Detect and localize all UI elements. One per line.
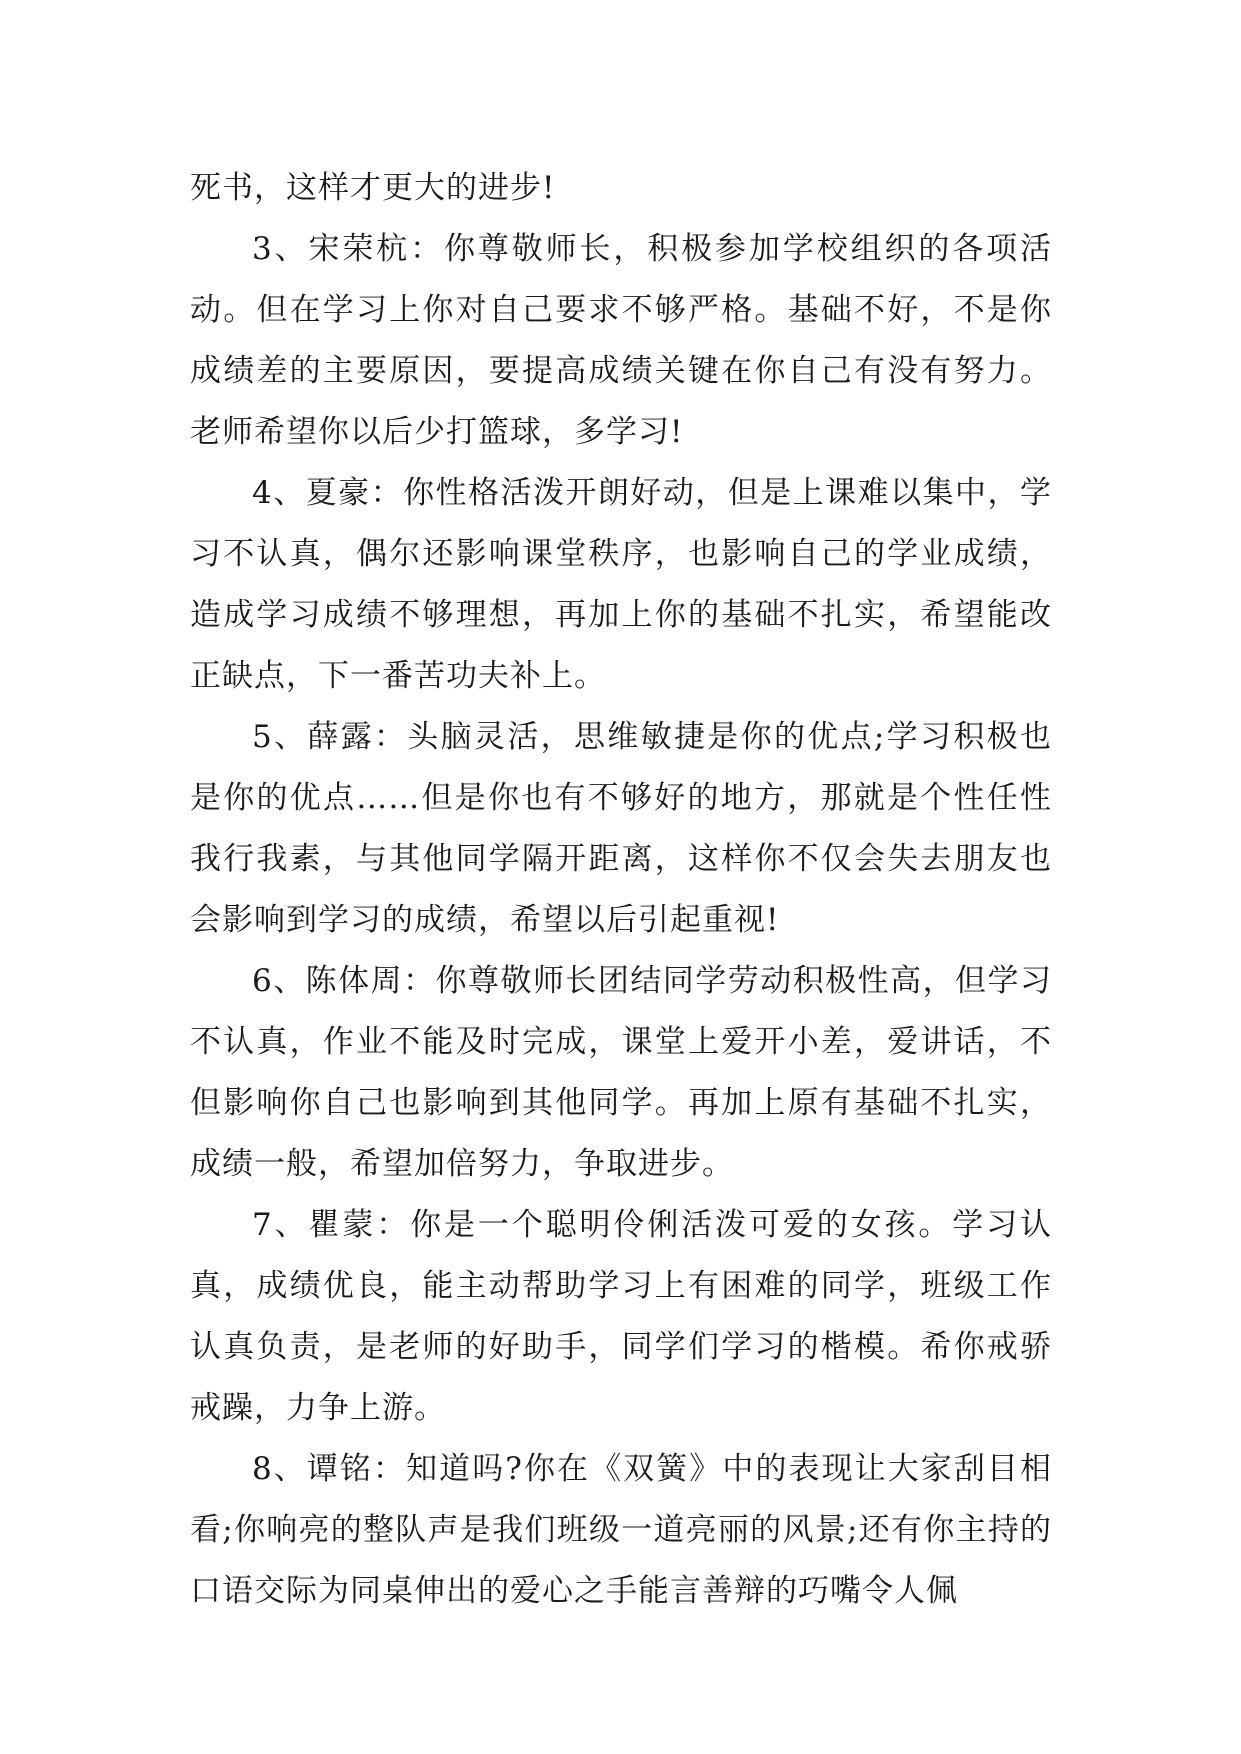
paragraph-comment-3: 3、宋荣杭：你尊敬师长，积极参加学校组织的各项活动。但在学习上你对自己要求不够严格。基础不好，不是你成绩差的主要原因，要提高成绩关键在你自己有没有努力。老师希望你以后少打篮球，多学习! xyxy=(190,231,1052,450)
paragraph-comment-6: 6、陈体周：你尊敬师长团结同学劳动积极性高，但学习不认真，作业不能及时完成，课堂上爱开小差，爱讲话，不但影响你自己也影响到其他同学。再加上原有基础不扎实，成绩一般，希望加倍努力，争取进步。 xyxy=(190,963,1052,1182)
paragraph-comment-5: 5、薛露：头脑灵活，思维敏捷是你的优点;学习积极也是你的优点……但是你也有不够好的地方，那就是个性任性我行我素，与其他同学隔开距离，这样你不仅会失去朋友也会影响到学习的成绩，希望以后引起重视! xyxy=(190,719,1052,938)
document-body xyxy=(190,158,1052,1622)
paragraph-comment-4: 4、夏豪：你性格活泼开朗好动，但是上课难以集中，学习不认真，偶尔还影响课堂秩序，也影响自己的学业成绩，造成学习成绩不够理想，再加上你的基础不扎实，希望能改正缺点，下一番苦功夫补上。 xyxy=(190,475,1052,694)
paragraph-comment-7: 7、瞿蒙：你是一个聪明伶俐活泼可爱的女孩。学习认真，成绩优良，能主动帮助学习上有困难的同学，班级工作认真负责，是老师的好助手，同学们学习的楷模。希你戒骄戒躁，力争上游。 xyxy=(190,1207,1052,1426)
paragraph-comment-8: 8、谭铭：知道吗?你在《双簧》中的表现让大家刮目相看;你响亮的整队声是我们班级一道亮丽的风景;还有你主持的口语交际为同桌伸出的爱心之手能言善辩的巧嘴令人佩 xyxy=(190,1451,1052,1609)
paragraph-continuation: 死书，这样才更大的进步! xyxy=(190,170,556,206)
